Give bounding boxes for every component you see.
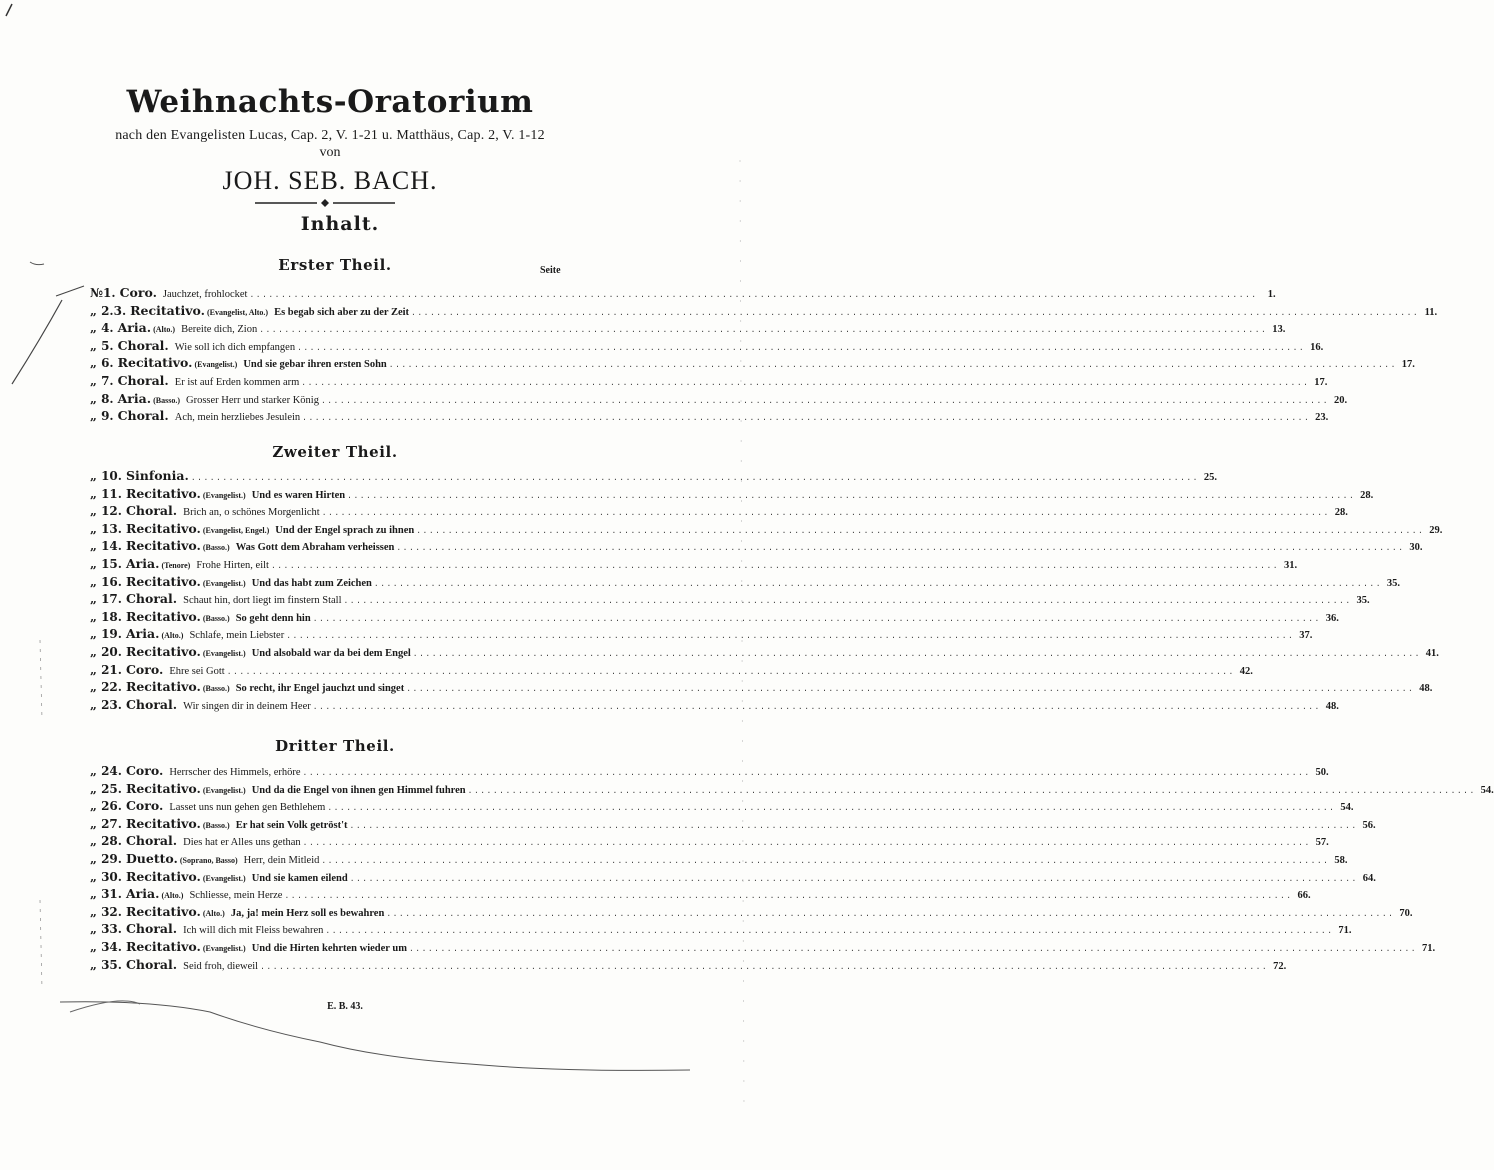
entry-text: Dies hat er Alles uns gethan <box>183 837 301 849</box>
entry-number: „ 17. <box>90 592 122 607</box>
entry-page-number: 30. <box>1409 542 1423 554</box>
entry-page-number: 29. <box>1429 524 1443 536</box>
dot-leader: ................................................................................................................................................................ <box>327 804 1336 814</box>
entry-number: „ 33. <box>90 922 122 937</box>
entry-page-number: 36. <box>1325 612 1339 624</box>
subtitle: nach den Evangelisten Lucas, Cap. 2, V. 1-21 u. Matthäus, Cap. 2, V. 1-12 <box>115 128 545 143</box>
entry-page-number: 57. <box>1315 837 1329 849</box>
entry-text: Grosser Herr und starker König <box>185 394 319 406</box>
entry-text: Schliesse, mein Herze <box>189 890 283 902</box>
dot-leader: ................................................................................................................................................................ <box>386 909 1395 919</box>
entry-type: Recitativo. <box>125 538 201 554</box>
dot-leader: ................................................................................................................................................................ <box>259 326 1268 336</box>
dot-leader: ................................................................................................................................................................ <box>325 927 1334 937</box>
entry-type: Duetto. <box>125 851 178 866</box>
entry-voice: (Basso.) <box>202 613 230 623</box>
entry-number: „ 8. <box>90 391 114 406</box>
part-title: Dritter Theil. <box>275 737 395 755</box>
dot-leader: ................................................................................................................................................................ <box>286 632 1295 642</box>
entry-voice: (Basso.) <box>202 684 230 694</box>
entry-number: „ 5. <box>90 338 114 353</box>
entry-text: Lasset uns nun gehen gen Bethlehem <box>169 802 326 814</box>
entry-voice: (Evangelist.) <box>202 944 246 953</box>
entry-page-number: 48. <box>1325 700 1339 712</box>
entry-text: Ja, ja! mein Herz soll es bewahren <box>230 907 385 919</box>
entry-type: Choral. <box>125 956 178 972</box>
dot-leader: ................................................................................................................................................................ <box>347 491 1356 501</box>
entry-page-number: 16. <box>1310 341 1324 353</box>
entry-type: Aria. <box>125 886 160 902</box>
entry-type: Coro. <box>125 661 164 677</box>
dot-leader: ................................................................................................................................................................ <box>467 786 1476 796</box>
page-title: Weihnachts-Oratorium <box>126 84 534 120</box>
entry-page-number: 58. <box>1334 855 1348 866</box>
entry-type: Aria. <box>117 390 152 406</box>
entry-number: „ 20. <box>90 645 122 659</box>
entry-text: Ach, mein herzliebes Jesulein <box>174 412 301 424</box>
entry-type: Recitativo. <box>125 573 201 589</box>
entry-voice: (Tenore) <box>161 561 191 570</box>
entry-voice: (Alto.) <box>161 891 184 901</box>
entry-page-number: 71. <box>1421 943 1436 954</box>
entry-page-number: 13. <box>1272 324 1286 336</box>
entry-text: Brich an, o schönes Morgenlicht <box>183 507 320 519</box>
dot-leader: ................................................................................................................................................................ <box>408 945 1418 954</box>
entry-page-number: 72. <box>1273 960 1287 972</box>
entry-voice: (Evangelist, Alto.) <box>206 307 269 317</box>
dot-leader: ................................................................................................................................................................ <box>302 839 1311 849</box>
entry-text: Und es waren Hirten <box>251 489 346 501</box>
entry-number: „ 15. <box>90 557 122 571</box>
part-title: Zweiter Theil. <box>272 443 398 461</box>
dot-leader: ................................................................................................................................................................ <box>320 396 1330 406</box>
dot-leader: ................................................................................................................................................................ <box>396 544 1405 554</box>
dot-leader: ................................................................................................................................................................ <box>373 579 1383 589</box>
entry-number: „ 19. <box>90 627 122 642</box>
entry-text: Und sie gebar ihren ersten Sohn <box>243 359 387 371</box>
entry-text: Herrscher des Himmels, erhöre <box>169 767 301 778</box>
plate-number: E. B. 43. <box>327 1001 363 1012</box>
entry-page-number: 35. <box>1356 595 1370 607</box>
entry-page-number: 42. <box>1239 665 1253 677</box>
dot-leader: ................................................................................................................................................................ <box>312 614 1321 624</box>
entry-voice: (Evangelist.) <box>202 490 246 500</box>
dot-leader: ................................................................................................................................................................ <box>388 361 1397 371</box>
entry-number: „ 29. <box>90 852 122 866</box>
entry-type: Recitativo. <box>125 903 201 919</box>
dot-leader: ................................................................................................................................................................ <box>411 308 1420 318</box>
entry-page-number: 54. <box>1340 802 1354 814</box>
entry-type: Choral. <box>125 921 178 937</box>
entry-voice: (Evangelist.) <box>194 360 238 370</box>
entry-text: Ehre sei Gott <box>169 665 225 677</box>
entry-text: Und die Hirten kehrten wieder um <box>251 943 407 954</box>
entry-number: „ 31. <box>90 887 122 902</box>
entry-type: Aria. <box>125 626 160 642</box>
entry-type: Recitativo. <box>125 939 201 954</box>
entry-text: Jauchzet, frohlocket <box>162 289 248 300</box>
entry-number: „ 2.3. <box>90 303 127 318</box>
seite-label: Seite <box>540 265 561 276</box>
entry-text: Ich will dich mit Fleiss bewahren <box>183 925 324 937</box>
entry-voice: (Evangelist.) <box>202 578 246 588</box>
entry-type: Recitativo. <box>125 780 201 796</box>
dot-leader: ................................................................................................................................................................ <box>297 343 1306 353</box>
entry-number: „ 34. <box>90 940 122 954</box>
entry-page-number: 66. <box>1297 890 1311 902</box>
entry-text: Und das habt zum Zeichen <box>251 577 372 589</box>
von-line: von <box>319 145 341 160</box>
entry-page-number: 37. <box>1299 630 1313 642</box>
entry-type: Recitativo. <box>125 644 201 659</box>
entry-type: Recitativo. <box>125 679 201 695</box>
entry-type: Choral. <box>125 591 178 607</box>
dot-leader: ................................................................................................................................................................ <box>260 962 1269 972</box>
entry-page-number: 54. <box>1480 784 1494 796</box>
entry-voice: (Basso.) <box>202 543 230 553</box>
entry-voice: (Alto.) <box>153 325 176 335</box>
entry-type: Choral. <box>117 408 169 424</box>
entry-text: Schlafe, mein Liebster <box>189 630 285 642</box>
entry-number: „ 10. <box>90 469 122 483</box>
entry-type: Recitativo. <box>125 485 201 501</box>
dot-leader: ................................................................................................................................................................ <box>284 892 1293 902</box>
entry-voice: (Basso.) <box>202 820 230 830</box>
dot-leader: ................................................................................................................................................................ <box>412 650 1421 659</box>
entry-number: „ 9. <box>90 409 114 424</box>
entry-number: „ 28. <box>90 834 122 849</box>
entry-type: Recitativo. <box>125 815 201 831</box>
entry-number: „ 18. <box>90 609 122 624</box>
entry-page-number: 35. <box>1386 577 1401 589</box>
entry-number: „ 7. <box>90 374 114 388</box>
entry-page-number: 20. <box>1333 394 1348 406</box>
entry-page-number: 48. <box>1419 683 1433 695</box>
entry-number: „ 13. <box>90 521 122 536</box>
entry-number: „ 35. <box>90 957 122 972</box>
dot-leader: ................................................................................................................................................................ <box>249 291 1258 300</box>
entry-number: „ 14. <box>90 539 122 554</box>
entry-text: Und sie kamen eilend <box>251 872 348 884</box>
entry-number: „ 30. <box>90 869 122 884</box>
entry-number: „ 12. <box>90 504 122 519</box>
entry-page-number: 50. <box>1315 767 1329 778</box>
entry-number: „ 4. <box>90 321 114 336</box>
entry-number: „ 6. <box>90 356 114 371</box>
entry-voice: (Soprano, Basso) <box>179 856 238 865</box>
entry-voice: (Evangelist.) <box>202 785 246 795</box>
entry-number: „ 32. <box>90 904 122 919</box>
dot-leader: ................................................................................................................................................................ <box>190 474 1199 483</box>
entry-type: Coro. <box>125 798 164 814</box>
entry-text: Und der Engel sprach zu ihnen <box>275 524 415 536</box>
entry-page-number: 71. <box>1338 925 1352 937</box>
entry-number: „ 21. <box>90 662 122 677</box>
entry-voice: (Alto.) <box>202 908 225 918</box>
entry-text: Und da die Engel von ihnen gen Himmel fuhren <box>251 784 466 796</box>
entry-number: „ 22. <box>90 680 122 695</box>
entry-page-number: 64. <box>1362 872 1376 884</box>
entry-type: Aria. <box>117 320 152 336</box>
entry-voice: (Evangelist.) <box>202 873 246 883</box>
entry-text: Seid froh, dieweil <box>183 960 259 972</box>
entry-page-number: 41. <box>1425 648 1439 659</box>
entry-page-number: 17. <box>1314 377 1328 388</box>
entry-number: „ 11. <box>90 486 122 501</box>
entry-number: „ 26. <box>90 799 122 814</box>
dot-leader: ................................................................................................................................................................ <box>343 597 1352 607</box>
entry-type: Choral. <box>125 833 178 849</box>
entry-page-number: 28. <box>1360 489 1374 501</box>
entry-number: „ 23. <box>90 697 122 712</box>
dot-leader: ................................................................................................................................................................ <box>349 821 1358 831</box>
dot-leader: ................................................................................................................................................................ <box>321 509 1330 519</box>
entry-text: Er ist auf Erden kommen arm <box>174 377 300 388</box>
dot-leader: ................................................................................................................................................................ <box>302 414 1311 424</box>
entry-page-number: 31. <box>1283 560 1298 571</box>
entry-type: Choral. <box>125 503 178 519</box>
entry-text: Er hat sein Volk getröst't <box>235 819 348 831</box>
entry-text: Bereite dich, Zion <box>181 324 258 336</box>
entry-text: Es begab sich aber zu der Zeit <box>274 306 410 318</box>
entry-type: Choral. <box>117 337 169 353</box>
entry-voice: (Basso.) <box>153 395 180 405</box>
dot-leader: ................................................................................................................................................................ <box>302 769 1311 778</box>
dot-leader: ................................................................................................................................................................ <box>226 667 1235 677</box>
entry-type: Aria. <box>125 556 160 571</box>
entry-number: „ 27. <box>90 816 122 831</box>
entry-page-number: 23. <box>1315 412 1329 424</box>
part-title: Erster Theil. <box>278 256 392 274</box>
entry-number: „ 16. <box>90 574 122 589</box>
entry-type: Choral. <box>125 696 178 712</box>
entry-text: Schaut hin, dort liegt im finstern Stall <box>183 595 342 607</box>
entry-type: Recitativo. <box>125 520 201 536</box>
entry-page-number: 17. <box>1401 359 1415 371</box>
entry-type: Recitativo. <box>130 302 205 318</box>
entry-page-number: 28. <box>1334 507 1348 519</box>
entry-type: Coro. <box>119 285 157 300</box>
entry-type: Recitativo. <box>117 355 193 371</box>
entry-text: So recht, ihr Engel jauchzt und singet <box>235 683 405 695</box>
entry-number: „ 25. <box>90 781 122 796</box>
entry-text: Wie soll ich dich empfangen <box>174 341 296 353</box>
entry-page-number: 70. <box>1399 907 1413 919</box>
entry-voice: (Evangelist, Engel.) <box>202 525 270 535</box>
entry-text: Was Gott dem Abraham verheissen <box>235 542 395 554</box>
entry-text: So geht denn hin <box>235 612 311 624</box>
entry-number: №1. <box>90 286 116 300</box>
entry-page-number: 25. <box>1203 472 1217 483</box>
entry-type: Sinfonia. <box>125 468 189 483</box>
entry-page-number: 1. <box>1267 289 1276 300</box>
entry-text: Wir singen dir in deinem Heer <box>183 700 311 712</box>
dot-leader: ................................................................................................................................................................ <box>416 526 1425 536</box>
contents-title: Inhalt. <box>300 213 380 235</box>
composer-name: JOH. SEB. BACH. <box>222 166 438 195</box>
entry-type: Coro. <box>125 763 164 778</box>
entry-type: Recitativo. <box>125 608 201 624</box>
dot-leader: ................................................................................................................................................................ <box>349 874 1358 884</box>
entry-voice: (Evangelist.) <box>202 649 246 658</box>
entry-voice: (Alto.) <box>161 631 184 641</box>
entry-number: „ 24. <box>90 764 122 778</box>
entry-text: Und alsobald war da bei dem Engel <box>251 648 411 659</box>
entry-type: Choral. <box>117 373 169 388</box>
dot-leader: ................................................................................................................................................................ <box>406 685 1415 695</box>
dot-leader: ................................................................................................................................................................ <box>312 702 1321 712</box>
entry-text: Frohe Hirten, eilt <box>196 560 269 571</box>
dot-leader: ................................................................................................................................................................ <box>301 379 1310 388</box>
entry-text: Herr, dein Mitleid <box>243 855 320 866</box>
dot-leader: ................................................................................................................................................................ <box>270 562 1280 571</box>
entry-page-number: 56. <box>1362 819 1376 831</box>
entry-type: Recitativo. <box>125 868 201 884</box>
dot-leader: ................................................................................................................................................................ <box>321 857 1330 866</box>
entry-page-number: 11. <box>1424 306 1438 318</box>
